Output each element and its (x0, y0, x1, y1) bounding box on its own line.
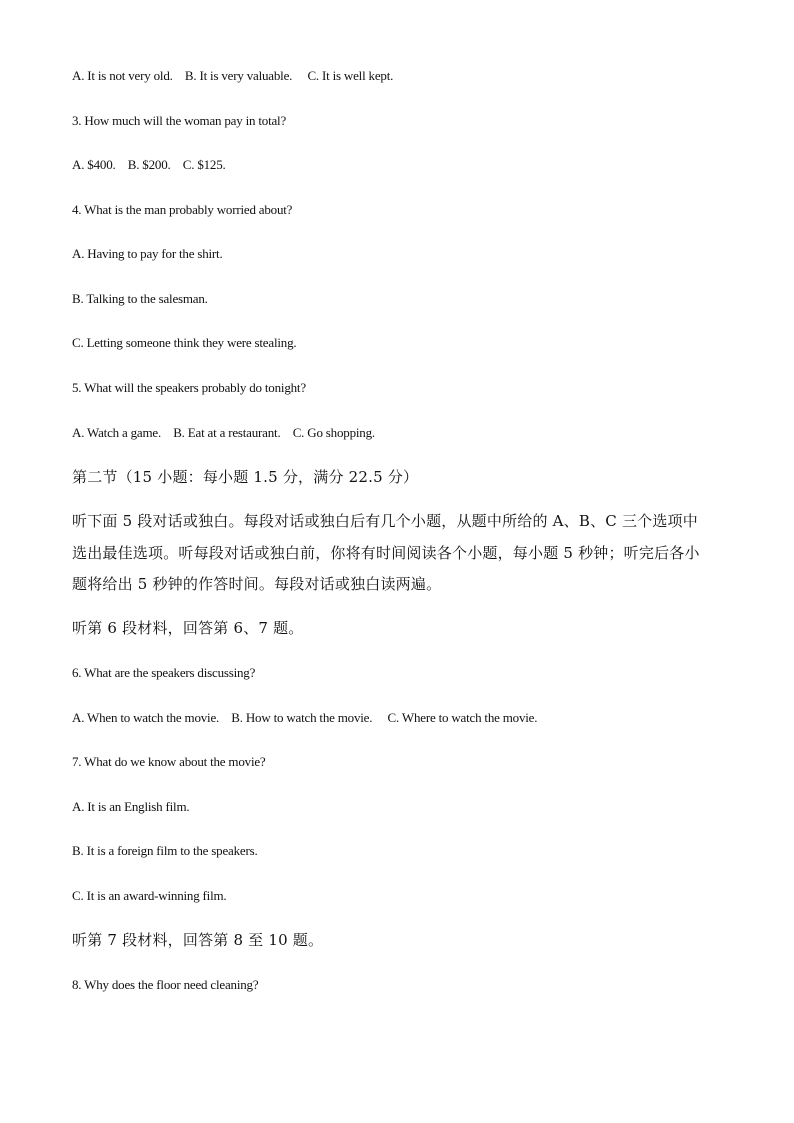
question-7: 7. What do we know about the movie? (72, 754, 266, 769)
question-6: 6. What are the speakers discussing? (72, 665, 256, 680)
q7-option-b: B. It is a foreign film to the speakers. (72, 843, 258, 858)
material-7-heading: 听第 7 段材料，回答第 8 至 10 题。 (72, 931, 324, 949)
q5-options: A. Watch a game. B. Eat at a restaurant. C. Go shopping. (72, 425, 375, 440)
instructions-line-1: 听下面 5 段对话或独白。每段对话或独白后有几个小题，从题中所给的 A、B、C 三个选项中 (72, 512, 698, 530)
question-5: 5. What will the speakers probably do tonight? (72, 380, 306, 395)
material-6-heading: 听第 6 段材料，回答第 6、7 题。 (72, 619, 304, 637)
instructions-line-3: 题将给出 5 秒钟的作答时间。每段对话或独白读两遍。 (72, 575, 442, 593)
q4-option-a: A. Having to pay for the shirt. (72, 246, 223, 261)
q6-options: A. When to watch the movie. B. How to watch the movie. C. Where to watch the movie. (72, 710, 538, 725)
question-3: 3. How much will the woman pay in total? (72, 113, 287, 128)
q7-option-c: C. It is an award-winning film. (72, 888, 227, 903)
instructions-line-2: 选出最佳选项。听每段对话或独白前，你将有时间阅读各个小题，每小题 5 秒钟；听完后各小 (72, 544, 700, 562)
q7-option-a: A. It is an English film. (72, 799, 190, 814)
section-heading: 第二节（15 小题：每小题 1.5 分，满分 22.5 分） (72, 468, 419, 486)
q3-options: A. $400. B. $200. C. $125. (72, 157, 226, 172)
q4-option-b: B. Talking to the salesman. (72, 291, 208, 306)
question-4: 4. What is the man probably worried about? (72, 202, 293, 217)
question-8: 8. Why does the floor need cleaning? (72, 977, 259, 992)
q4-option-c: C. Letting someone think they were stealing. (72, 335, 297, 350)
q2-options: A. It is not very old. B. It is very valuable. C. It is well kept. (72, 68, 394, 83)
